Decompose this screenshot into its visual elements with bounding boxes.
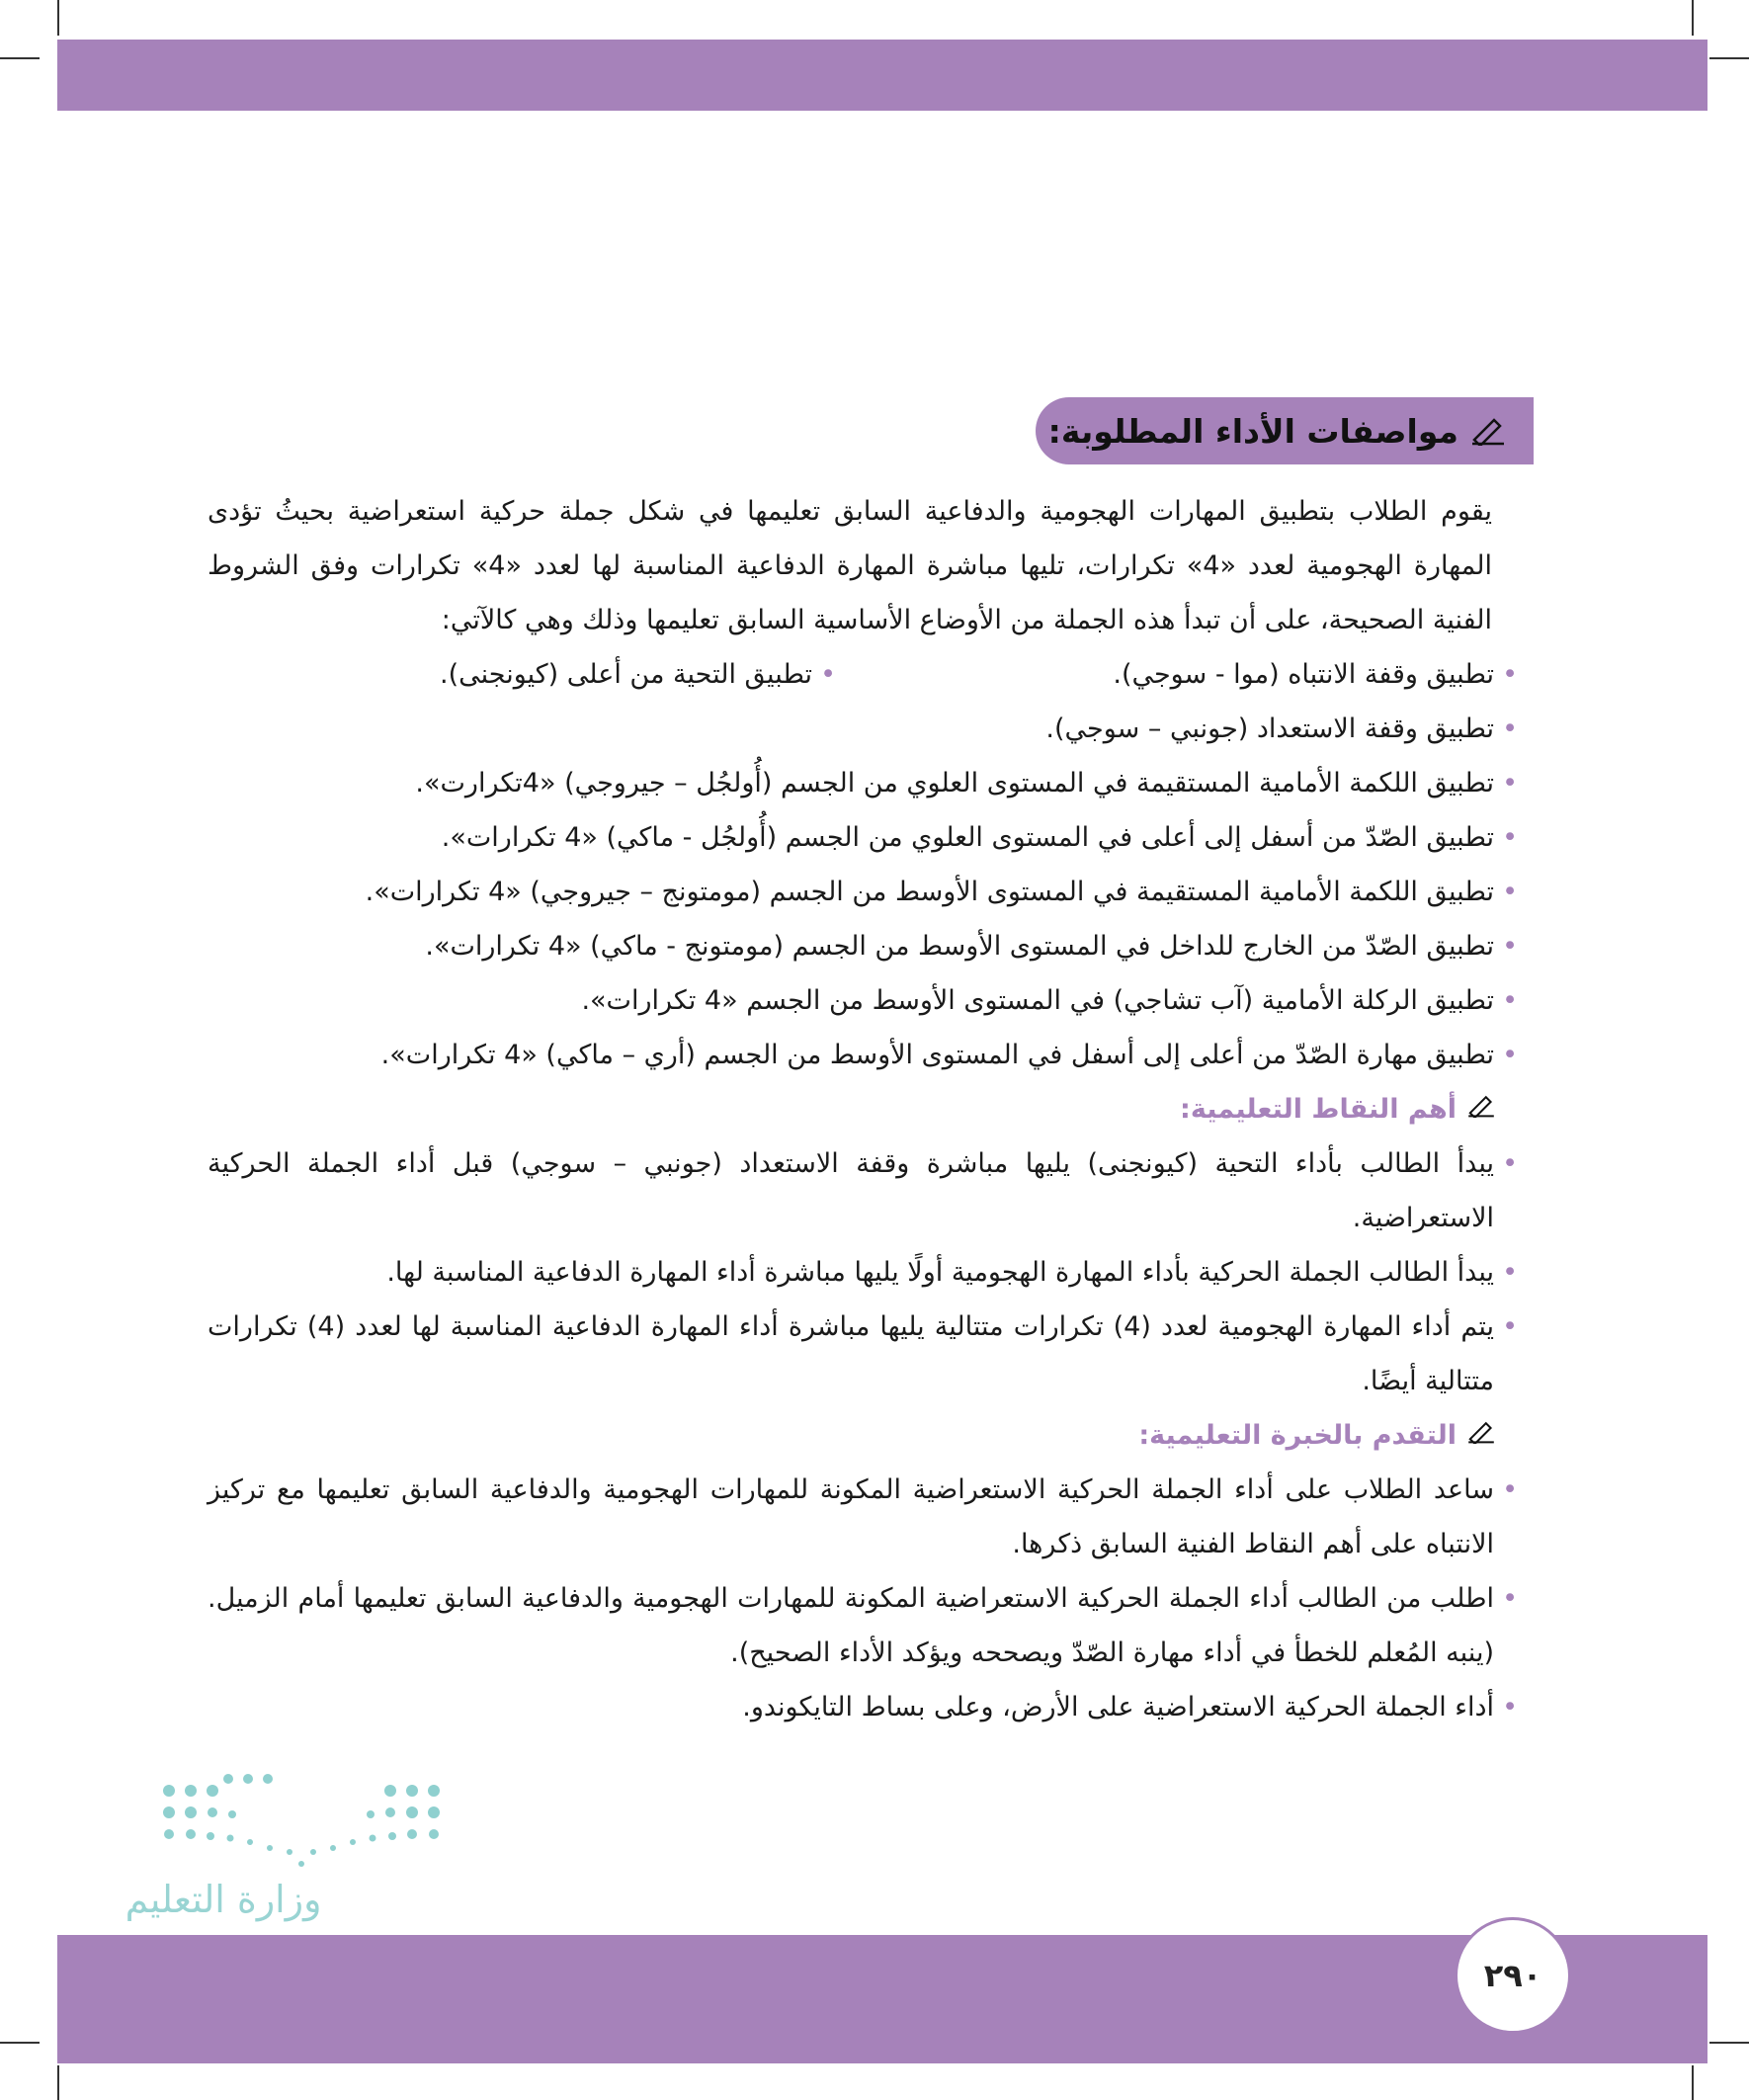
section-title: مواصفات الأداء المطلوبة: [1047,411,1458,451]
list-item: • تطبيق التحية من أعلى (كيونجنى). [440,647,812,702]
list-item: • تطبيق اللكمة الأمامية المستقيمة في المستوى الأوسط من الجسم (مومتونج – جيروجي) «4 تكرارات». [208,865,1494,919]
steps-list [208,702,1534,1082]
page-number: ٢٩٠ [1455,1917,1571,2034]
progression-heading: التقدم بالخبرة التعليمية: [208,1408,1496,1463]
ministry-logo-text: وزارة التعليم [125,1878,322,1921]
top-banner [57,40,1707,111]
list-item: • يبدأ الطالب الجملة الحركية بأداء المهارة الهجومية أولًا يليها مباشرة أداء المهارة الدفاعية المناسبة لها. [208,1245,1494,1300]
list-item: • تطبيق وقفة الاستعداد (جونبي – سوجي). [208,702,1494,756]
progression-list [208,1463,1534,1734]
teaching-points-list [208,1136,1534,1408]
list-item: • أداء الجملة الحركية الاستعراضية على الأرض، وعلى بساط التايكوندو. [208,1680,1494,1734]
list-item: • تطبيق الصّدّ من الخارج للداخل في المستوى الأوسط من الجسم (مومتونج - ماكي) «4 تكرارات». [208,919,1494,973]
list-item: • تطبيق وقفة الانتباه (موا - سوجي). [812,647,1494,702]
intro-paragraph: يقوم الطلاب بتطبيق المهارات الهجومية والدفاعية السابق تعليمها في شكل جملة حركية استعراضية بحيثُ تؤدى المهارة الهجومية لعدد «4» تكرارات، تليها مباشرة المهارة الدفاعية المناسبة لها لعدد «4» تكرارات وفق الشروط الفنية الصحيحة، على أن تبدأ هذه الجملة من الأوضاع الأساسية السابق تعليمها وذلك وهي كالآتي: [208,496,1493,635]
list-item: • ساعد الطلاب على أداء الجملة الحركية الاستعراضية المكونة للمهارات الهجومية والدفاعية السابق تعليمها مع تركيز الانتباه على أهم النقاط الفنية السابق ذكرها. [208,1463,1494,1571]
list-item: • تطبيق مهارة الصّدّ من أعلى إلى أسفل في المستوى الأوسط من الجسم (أري – ماكي) «4 تكرارات». [208,1028,1494,1082]
pencil-icon [1466,1082,1496,1136]
list-item: • يبدأ الطالب بأداء التحية (كيونجنى) يليها مباشرة وقفة الاستعداد (جونبي – سوجي) قبل أداء الجملة الحركية الاستعراضية. [208,1136,1494,1245]
crop-mark [1692,2065,1694,2100]
pencil-icon [1470,416,1506,446]
crop-mark [1709,57,1749,59]
teaching-points-heading: أهم النقاط التعليمية: [208,1082,1496,1136]
list-item: • يتم أداء المهارة الهجومية لعدد (4) تكرارات متتالية يليها مباشرة أداء المهارة الدفاعية المناسبة لها لعدد (4) تكرارات متتالية أيضًا. [208,1300,1494,1408]
list-item: • تطبيق اللكمة الأمامية المستقيمة في المستوى العلوي من الجسم (أُولجُل – جيروجي) «4تكرارت». [208,756,1494,810]
crop-mark [1692,0,1694,36]
list-item: • تطبيق الركلة الأمامية (آب تشاجي) في المستوى الأوسط من الجسم «4 تكرارات». [208,973,1494,1028]
crop-mark [0,57,40,59]
pencil-icon [1466,1408,1496,1463]
crop-mark [57,0,59,36]
section-header [1036,397,1534,464]
steps-pair [208,647,1534,702]
crop-mark [57,2065,59,2100]
crop-mark [0,2042,40,2044]
main-content [208,484,1534,1734]
list-item: • اطلب من الطالب أداء الجملة الحركية الاستعراضية المكونة للمهارات الهجومية والدفاعية السابق تعليمها أمام الزميل. (ينبه المُعلم للخطأ في أداء مهارة الصّدّ ويصححه ويؤكد الأداء الصحيح). [208,1571,1494,1680]
crop-mark [1709,2042,1749,2044]
list-item: • تطبيق الصّدّ من أسفل إلى أعلى في المستوى العلوي من الجسم (أُولجُل - ماكي) «4 تكرارات». [208,810,1494,865]
